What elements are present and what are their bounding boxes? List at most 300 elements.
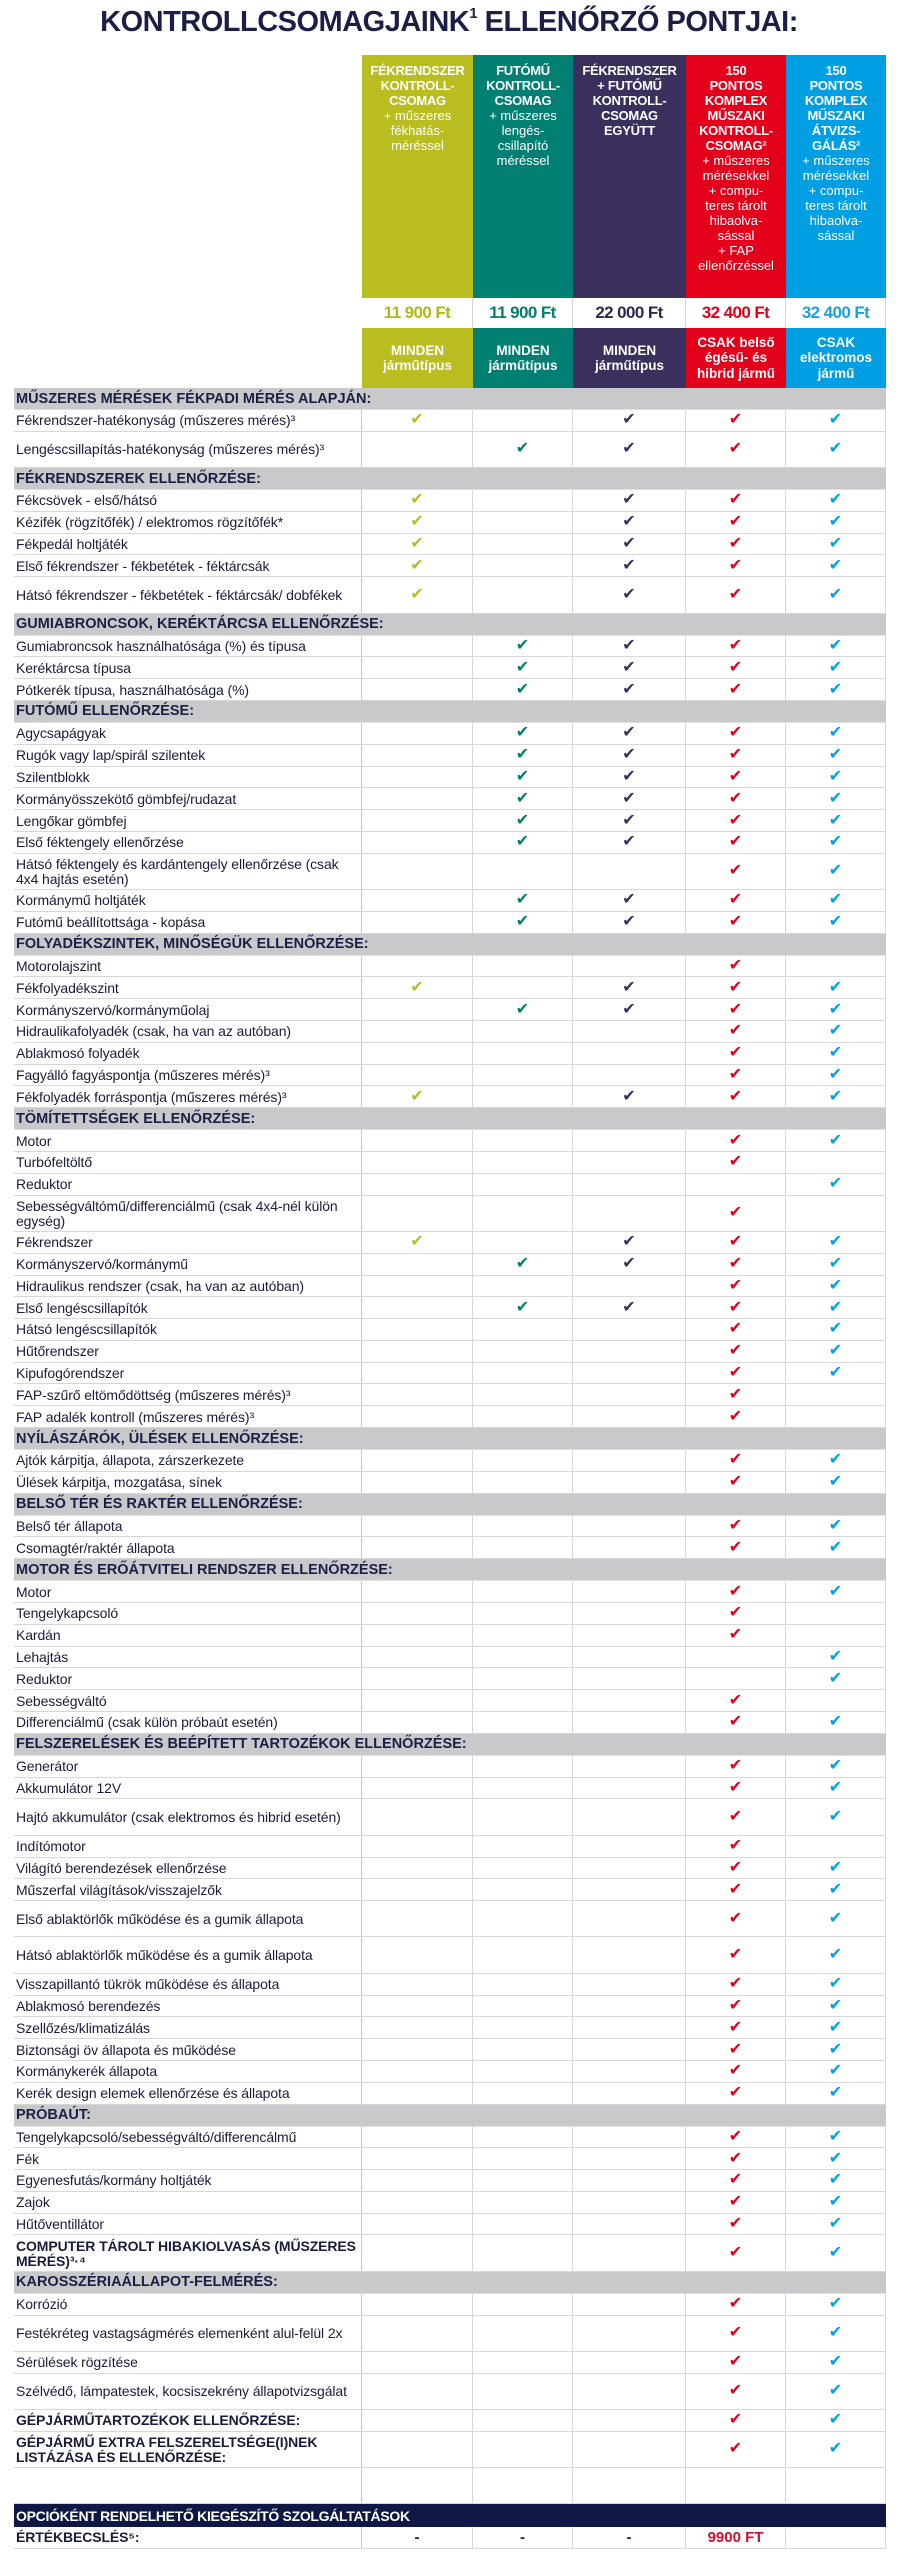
price-row: [14, 298, 886, 328]
table-row: [14, 1516, 886, 1538]
check-icon: ✔: [728, 2062, 743, 2080]
package-cell-4: [686, 854, 786, 889]
table-row: [14, 1196, 886, 1232]
table-row: [14, 2352, 886, 2374]
package-cell-2: [473, 2017, 573, 2038]
package-cell-5: [786, 2170, 886, 2191]
package-cell-4: [686, 1086, 786, 1107]
row-label: Kardán: [14, 1625, 362, 1646]
package-cell-1: [362, 999, 473, 1020]
package-cell-5: [786, 767, 886, 788]
package-cell-2: [473, 2235, 573, 2270]
row-label: Rugók vagy lap/spirál szilentek: [14, 745, 362, 766]
check-icon: ✔: [728, 2171, 743, 2189]
package-cell-5: [786, 1406, 886, 1427]
check-icon: ✔: [828, 2382, 843, 2400]
package-cell-5: [786, 577, 886, 612]
check-icon: ✔: [828, 1087, 843, 1105]
table-row: [14, 1858, 886, 1880]
package-cell-4: [686, 1450, 786, 1471]
package-cell-5: [786, 999, 886, 1020]
package-cell-1: [362, 1603, 473, 1624]
package-cell-2: [473, 1858, 573, 1879]
check-icon: ✔: [728, 411, 743, 429]
vehicle-type-5: [786, 328, 886, 388]
package-cell-1: [362, 745, 473, 766]
check-icon: ✔: [728, 1451, 743, 1469]
check-icon: ✔: [622, 585, 636, 603]
package-cell-3: [573, 1152, 686, 1173]
package-cell-1: [362, 912, 473, 933]
check-icon: ✔: [515, 1000, 530, 1018]
package-title-line: KONTROLL-: [380, 78, 455, 93]
package-cell-5: [786, 1537, 886, 1558]
package-cell-4: [686, 977, 786, 998]
price-3: 22 000 Ft: [573, 298, 686, 328]
check-icon: ✔: [828, 1233, 843, 1251]
package-subtitle-line: lengés-: [501, 123, 545, 138]
package-cell-4: [686, 1858, 786, 1879]
package-cell-4: [686, 2170, 786, 2191]
row-label: GÉPJÁRMŰTARTOZÉKOK ELLENŐRZÉSE:: [14, 2410, 362, 2431]
row-label: Motor: [14, 1581, 362, 1602]
package-cell-2: [473, 2374, 573, 2409]
package-cell-5: [786, 2214, 886, 2235]
package-cell-1: [362, 2017, 473, 2038]
package-cell-2: [473, 1756, 573, 1777]
check-icon: ✔: [728, 1858, 743, 1876]
check-icon: ✔: [728, 680, 743, 698]
check-icon: ✔: [515, 891, 530, 909]
check-icon: ✔: [828, 1779, 843, 1797]
package-cell-5: [786, 1937, 886, 1972]
package-cell-5: [786, 1901, 886, 1936]
check-icon: ✔: [728, 1582, 743, 1600]
package-cell-3: [573, 977, 686, 998]
row-label: Kormányszervó/kormányműolaj: [14, 999, 362, 1020]
table-row: [14, 1879, 886, 1901]
package-cell-4: [686, 2061, 786, 2082]
table-row: [14, 1756, 886, 1778]
package-cell-3: [573, 1130, 686, 1151]
package-cell-3: [573, 1472, 686, 1493]
package-cell-3: [573, 1879, 686, 1900]
table-row: [14, 2039, 886, 2061]
check-icon: ✔: [828, 1473, 843, 1491]
row-label: Akkumulátor 12V: [14, 1778, 362, 1799]
check-icon: ✔: [622, 411, 636, 429]
package-cell-2: [473, 555, 573, 576]
package-cell-4: [686, 1537, 786, 1558]
package-cell-5: [786, 1690, 886, 1711]
package-cell-3: [573, 2410, 686, 2431]
package-cell-4: [686, 1647, 786, 1668]
check-icon: ✔: [728, 2149, 743, 2167]
package-cell-2: [473, 1196, 573, 1231]
package-title-line: KOMPLEX: [704, 93, 768, 108]
package-cell-2: [473, 912, 573, 933]
package-cell-4: [686, 1836, 786, 1857]
package-cell-2: [473, 854, 573, 889]
check-icon: ✔: [622, 1298, 636, 1316]
package-cell-3: [573, 657, 686, 678]
row-label: FAP-szűrő eltömődöttség (műszeres mérés)³: [14, 1384, 362, 1405]
check-icon: ✔: [828, 2084, 843, 2102]
package-cell-5: [786, 1021, 886, 1042]
vehicle-type-text: [800, 335, 872, 382]
row-label: Szellőzés/klimatizálás: [14, 2017, 362, 2038]
row-label: Hátsó fékrendszer - fékbetétek - féktárcsák/ dobfékek: [14, 577, 362, 612]
package-cell-3: [573, 832, 686, 853]
package-title-line: 150: [825, 63, 847, 78]
package-title-line: FÉKRENDSZER: [582, 63, 677, 78]
row-label: Hűtőventillátor: [14, 2214, 362, 2235]
package-cell-1: [362, 1647, 473, 1668]
package-cell-5: [786, 854, 886, 889]
check-icon: ✔: [728, 1364, 743, 1382]
row-label: Gumiabroncsok használhatósága (%) és típusa: [14, 636, 362, 657]
check-icon: ✔: [828, 2353, 843, 2371]
package-cell-1: [362, 2410, 473, 2431]
package-cell-2: [473, 1836, 573, 1857]
check-icon: ✔: [728, 2324, 743, 2342]
package-cell-1: [362, 2316, 473, 2351]
package-cell-2: [473, 1901, 573, 1936]
package-cell-4: [686, 1363, 786, 1384]
package-title-line: EGYÜTT: [604, 123, 655, 138]
check-icon: ✔: [828, 2040, 843, 2058]
package-cell-4: [686, 745, 786, 766]
package-cell-4: [686, 767, 786, 788]
check-icon: ✔: [410, 1233, 424, 1251]
check-icon: ✔: [728, 658, 743, 676]
check-icon: ✔: [828, 1066, 843, 1084]
package-subtitle-line: + műszeres: [802, 153, 870, 168]
check-icon: ✔: [728, 1946, 743, 1964]
package-subtitle-line: ellenőrzéssel: [698, 258, 774, 273]
table-row: [14, 956, 886, 978]
package-cell-1: [362, 1836, 473, 1857]
package-cell-3: [573, 1603, 686, 1624]
check-icon: ✔: [728, 724, 743, 742]
package-cell-5: [786, 555, 886, 576]
package-cell-3: [573, 1937, 686, 1972]
package-title-line: KOMPLEX: [804, 93, 868, 108]
package-cell-1: [362, 1901, 473, 1936]
package-cell-3: [573, 2017, 686, 2038]
check-icon: ✔: [828, 491, 843, 509]
package-cell-3: [573, 956, 686, 977]
check-icon: ✔: [828, 1996, 843, 2014]
package-subtitle-line: sással: [717, 228, 755, 243]
package-cell-5: [786, 2294, 886, 2315]
package-cell-5: [786, 1450, 886, 1471]
package-cell-3: [573, 1516, 686, 1537]
package-cell-5: [786, 1858, 886, 1879]
package-cell-4: [686, 1625, 786, 1646]
package-cell-1: [362, 1406, 473, 1427]
row-label: Első féktengely ellenőrzése: [14, 832, 362, 853]
vehicle-type-4: [686, 328, 786, 388]
package-cell-1: [362, 2170, 473, 2191]
table-row: [14, 1668, 886, 1690]
package-cell-3: [573, 1537, 686, 1558]
check-icon: ✔: [828, 1808, 843, 1826]
package-cell-5: [786, 1254, 886, 1275]
checklist-body: [14, 388, 886, 2504]
package-cell-4: [686, 1232, 786, 1253]
package-cell-1: [362, 977, 473, 998]
check-icon: ✔: [828, 891, 843, 909]
package-cell-5: [786, 1232, 886, 1253]
table-row: [14, 1450, 886, 1472]
row-label: Sérülések rögzítése: [14, 2352, 362, 2373]
package-cell-5: [786, 2410, 886, 2431]
package-cell-4: [686, 2017, 786, 2038]
package-cell-3: [573, 1363, 686, 1384]
check-icon: ✔: [728, 1407, 743, 1425]
package-cell-4: [686, 2294, 786, 2315]
package-title-line: MŰSZAKI: [807, 108, 865, 123]
package-cell-5: [786, 410, 886, 431]
check-icon: ✔: [828, 1713, 843, 1731]
package-header-4: [686, 55, 786, 298]
check-icon: ✔: [728, 513, 743, 531]
vehicle-type-line: jármű: [817, 365, 855, 381]
vehicle-type-3: [573, 328, 686, 388]
check-icon: ✔: [515, 767, 530, 785]
package-cell-2: [473, 2039, 573, 2060]
package-cell-5: [786, 2432, 886, 2467]
table-row: [14, 1472, 886, 1494]
package-cell-3: [573, 1232, 686, 1253]
package-cell-5: [786, 1996, 886, 2017]
package-cell-2: [473, 1406, 573, 1427]
package-cell-3: [573, 1690, 686, 1711]
package-cell-4: [686, 788, 786, 809]
package-cell-4: [686, 912, 786, 933]
package-cell-4: [686, 1152, 786, 1173]
package-cell-4: [686, 1778, 786, 1799]
package-cell-2: [473, 657, 573, 678]
check-icon: ✔: [622, 1255, 636, 1273]
package-cell-2: [473, 1625, 573, 1646]
package-cell-5: [786, 2127, 886, 2148]
package-cell-5: [786, 1384, 886, 1405]
table-row: [14, 2127, 886, 2149]
package-cell-4: [686, 2432, 786, 2467]
check-icon: ✔: [410, 585, 424, 603]
package-cell-2: [473, 723, 573, 744]
package-cell-4: [686, 410, 786, 431]
package-cell-1: [362, 1065, 473, 1086]
row-label: Indítómotor: [14, 1836, 362, 1857]
package-cell-5: [786, 679, 886, 700]
package-cell-3: [573, 1756, 686, 1777]
check-icon: ✔: [622, 513, 636, 531]
package-cell-3: [573, 2294, 686, 2315]
check-icon: ✔: [828, 1517, 843, 1535]
package-cell-5: [786, 1581, 886, 1602]
check-icon: ✔: [828, 2193, 843, 2211]
package-title-line: 150: [725, 63, 747, 78]
package-cell-4: [686, 577, 786, 612]
package-cell-5: [786, 1363, 886, 1384]
package-cell-5: [786, 1647, 886, 1668]
check-icon: ✔: [410, 513, 424, 531]
package-subtitle-line: + compu-: [708, 183, 764, 198]
package-cell-4: [686, 2192, 786, 2213]
table-row: [14, 854, 886, 890]
package-cell-4: [686, 657, 786, 678]
package-cell-3: [573, 1647, 686, 1668]
package-cell-3: [573, 999, 686, 1020]
check-icon: ✔: [728, 440, 743, 458]
package-cell-4: [686, 1799, 786, 1834]
package-cell-5: [786, 890, 886, 911]
table-row: [14, 1276, 886, 1298]
check-icon: ✔: [410, 535, 424, 553]
package-cell-3: [573, 410, 686, 431]
package-cell-2: [473, 1603, 573, 1624]
package-cell-4: [686, 490, 786, 511]
package-cell-3: [573, 1196, 686, 1231]
check-icon: ✔: [828, 2149, 843, 2167]
package-cell-3: [573, 1858, 686, 1879]
valuation-value-4: 9900 FT: [686, 2527, 786, 2548]
row-label: Kormánykerék állapota: [14, 2061, 362, 2082]
package-cell-2: [473, 2127, 573, 2148]
check-icon: ✔: [515, 724, 530, 742]
package-cell-4: [686, 432, 786, 467]
package-cell-1: [362, 2468, 473, 2503]
package-cell-1: [362, 788, 473, 809]
check-icon: ✔: [828, 1582, 843, 1600]
table-row: [14, 512, 886, 534]
check-icon: ✔: [622, 746, 636, 764]
table-row: [14, 1297, 886, 1319]
table-row: [14, 788, 886, 810]
check-icon: ✔: [828, 1975, 843, 1993]
package-cell-1: [362, 1232, 473, 1253]
package-cell-5: [786, 636, 886, 657]
package-cell-2: [473, 1581, 573, 1602]
table-row: [14, 410, 886, 432]
row-label: Ülések kárpitja, mozgatása, sínek: [14, 1472, 362, 1493]
package-cell-3: [573, 2127, 686, 2148]
package-cell-1: [362, 1690, 473, 1711]
package-cell-2: [473, 1174, 573, 1195]
check-icon: ✔: [828, 1880, 843, 1898]
package-title-line: ÁTVIZS-: [811, 123, 861, 138]
package-cell-4: [686, 1937, 786, 1972]
package-subtitle-line: csillapító: [497, 138, 549, 153]
package-subtitle-line: hibaolva-: [709, 213, 763, 228]
table-row: [14, 890, 886, 912]
table-row: [14, 679, 886, 701]
package-subtitle-line: teres tárolt: [705, 198, 767, 213]
package-cell-5: [786, 810, 886, 831]
package-header-2: [473, 55, 573, 298]
package-cell-4: [686, 956, 786, 977]
package-cell-1: [362, 1276, 473, 1297]
check-icon: ✔: [622, 913, 636, 931]
package-cell-3: [573, 2374, 686, 2409]
package-cell-1: [362, 432, 473, 467]
price-5: 32 400 Ft: [786, 298, 886, 328]
row-label: Kormányszervó/kormánymű: [14, 1254, 362, 1275]
package-cell-2: [473, 2170, 573, 2191]
check-icon: ✔: [410, 411, 424, 429]
check-icon: ✔: [828, 833, 843, 851]
check-icon: ✔: [828, 767, 843, 785]
check-icon: ✔: [828, 2215, 843, 2233]
check-icon: ✔: [728, 1342, 743, 1360]
package-cell-5: [786, 1974, 886, 1995]
check-icon: ✔: [728, 1385, 743, 1403]
check-icon: ✔: [622, 535, 636, 553]
check-icon: ✔: [828, 2062, 843, 2080]
package-cell-2: [473, 1799, 573, 1834]
package-cell-2: [473, 1297, 573, 1318]
row-label: Műszerfal világítások/visszajelzők: [14, 1879, 362, 1900]
check-icon: ✔: [622, 811, 636, 829]
check-icon: ✔: [728, 535, 743, 553]
package-cell-4: [686, 1021, 786, 1042]
package-cell-2: [473, 2083, 573, 2104]
row-label: Kézifék (rögzítőfék) / elektromos rögzítőfék*: [14, 512, 362, 533]
check-icon: ✔: [515, 1255, 530, 1273]
check-icon: ✔: [828, 789, 843, 807]
row-label: [14, 2468, 362, 2503]
package-cell-3: [573, 2214, 686, 2235]
row-label: Szélvédő, lámpatestek, kocsiszekrény állapotvizsgálat: [14, 2374, 362, 2409]
optional-services-header: OPCIÓKÉNT RENDELHETŐ KIEGÉSZÍTŐ SZOLGÁLTATÁSOK: [14, 2504, 886, 2527]
package-subtitle-line: + műszeres: [383, 108, 452, 123]
package-cell-3: [573, 432, 686, 467]
vehicle-type-line: elektromos: [799, 350, 873, 366]
check-icon: ✔: [728, 1298, 743, 1316]
row-label: Biztonsági öv állapota és működése: [14, 2039, 362, 2060]
package-cell-4: [686, 2083, 786, 2104]
check-icon: ✔: [828, 1364, 843, 1382]
package-cell-3: [573, 534, 686, 555]
package-cell-1: [362, 1174, 473, 1195]
package-cell-1: [362, 2061, 473, 2082]
package-cell-1: [362, 2039, 473, 2060]
section-header: FOLYADÉKSZINTEK, MINŐSÉGÜK ELLENŐRZÉSE:: [14, 934, 886, 956]
vehicle-type-2: [473, 328, 573, 388]
package-cell-5: [786, 1065, 886, 1086]
check-icon: ✔: [728, 1473, 743, 1491]
row-label: Lehajtás: [14, 1647, 362, 1668]
valuation-value-2: -: [473, 2527, 573, 2548]
check-icon: ✔: [622, 724, 636, 742]
package-cell-2: [473, 534, 573, 555]
check-icon: ✔: [828, 513, 843, 531]
package-cell-5: [786, 432, 886, 467]
check-icon: ✔: [728, 1087, 743, 1105]
package-cell-4: [686, 1276, 786, 1297]
package-cell-1: [362, 1086, 473, 1107]
row-label: Kormányösszekötő gömbfej/rudazat: [14, 788, 362, 809]
package-cell-4: [686, 1581, 786, 1602]
package-cell-1: [362, 410, 473, 431]
table-row: [14, 1625, 886, 1647]
package-cell-5: [786, 1174, 886, 1195]
package-cell-2: [473, 1472, 573, 1493]
check-icon: ✔: [622, 491, 636, 509]
